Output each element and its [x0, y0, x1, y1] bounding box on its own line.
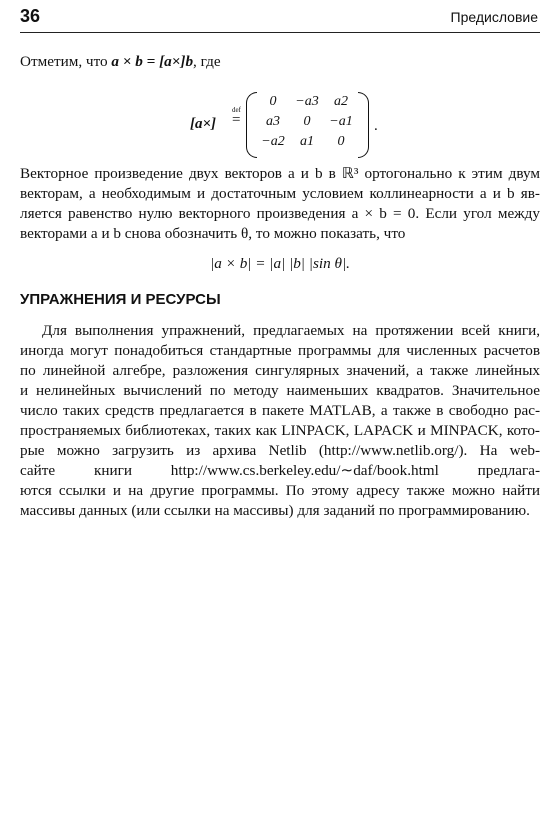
- intro-text: Отметим, что: [20, 53, 112, 70]
- text-line: пространяемых библиотеках, таких как LINPACK, LAPACK и MINPACK, кото-: [20, 422, 540, 439]
- section-heading: УПРАЖНЕНИЯ И РЕСУРСЫ: [20, 291, 221, 308]
- matrix-cell: 0: [269, 94, 277, 109]
- def-marker: def: [232, 106, 241, 114]
- cross-product-formula: a × b = [a×]b: [111, 53, 194, 70]
- matrix-cell: 0: [337, 134, 345, 149]
- text-line: по линейной алгебре, разложения сингулярных значений, а также линейных: [20, 362, 540, 379]
- text-line: ются ссылки и на другие программы. По этому адресу также можно найти: [20, 482, 540, 499]
- cross-product-matrix: [190, 92, 380, 160]
- matrix-cell: −a1: [329, 114, 353, 129]
- matrix-cell: a3: [266, 114, 280, 129]
- text-line: ляется равенство нулю векторного произведения a × b = 0. Если угол между: [20, 205, 540, 222]
- paragraph-cross-product: [20, 164, 540, 244]
- header-rule: [20, 32, 540, 33]
- intro-line: [20, 52, 540, 72]
- text-line: Для выполнения упражнений, предлагаемых на протяжении всей книги,: [42, 322, 540, 339]
- text-line: векторам, а необходимым и достаточным условием коллинеарности a и b яв-: [20, 185, 540, 202]
- text-line: и нелинейных вычислений по методу наименьших квадратов. Значительное: [20, 382, 540, 399]
- matrix-cell: a1: [300, 134, 314, 149]
- equals-sign: =: [232, 112, 241, 128]
- intro-text-after: , где: [193, 53, 221, 70]
- page-number: 36: [20, 6, 41, 26]
- matrix-cell: −a2: [261, 134, 285, 149]
- matrix-cell: 0: [303, 114, 311, 129]
- text-line: сайте книги http://www.cs.berkeley.edu/∼daf/book.html предлага-: [20, 462, 540, 479]
- text-line: векторами a и b снова обозначить θ, то можно показать, что: [20, 225, 406, 242]
- text-line: иногда могут понадобиться стандартные программы для численных расчетов: [20, 342, 540, 359]
- matrix-label: [a×]: [190, 116, 217, 132]
- paragraph-exercises: [20, 321, 540, 521]
- matrix-grid: [256, 94, 358, 154]
- matrix-cell: −a3: [295, 94, 319, 109]
- right-paren: [358, 92, 369, 158]
- sine-formula: |a × b| = |a| |b| |sin θ|.: [210, 255, 350, 272]
- text-line: массивы данных (или ссылки на массивы) для заданий по программированию.: [20, 502, 530, 519]
- definition-equals: [232, 106, 241, 129]
- text-line: рые можно загрузить из архива Netlib (http://www.netlib.org/). На web-: [20, 442, 540, 459]
- matrix-cell: a2: [334, 94, 348, 109]
- matrix-period: .: [374, 118, 378, 134]
- running-title: Предисловие: [450, 9, 538, 25]
- text-line: Векторное произведение двух векторов a и b в ℝ³ ортогонально к этим двум: [20, 165, 540, 182]
- text-line: число таких средств предлагается в пакете MATLAB, а также в свободно рас-: [20, 402, 540, 419]
